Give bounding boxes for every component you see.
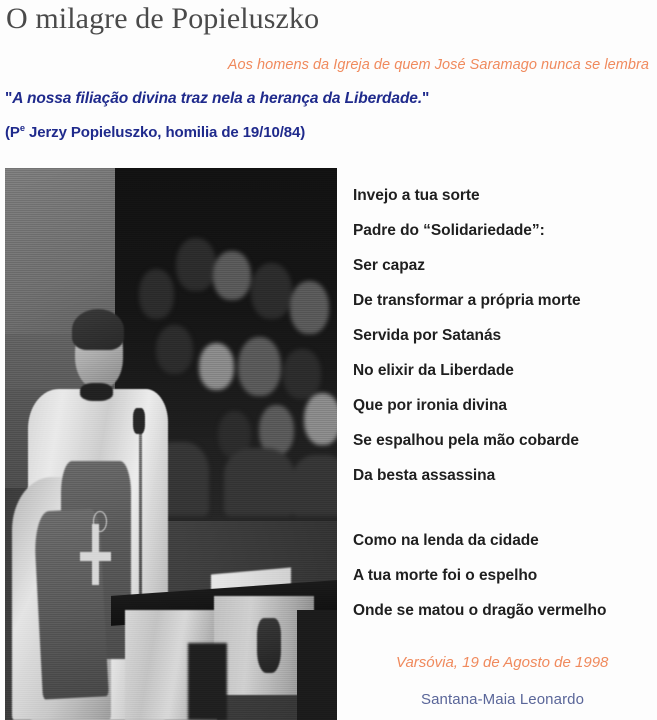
poem-line: Ser capaz xyxy=(353,257,425,274)
attribution-prefix: (P xyxy=(5,124,20,141)
poem-line: De transformar a própria morte xyxy=(353,292,581,309)
poem-line: Onde se matou o dragão vermelho xyxy=(353,602,607,619)
poem-line: A tua morte foi o espelho xyxy=(353,567,538,584)
epigraph-attribution xyxy=(5,124,305,141)
poem-stanza-break xyxy=(353,493,653,523)
photo-grain-overlay xyxy=(5,168,337,720)
poem-line: Que por ironia divina xyxy=(353,397,507,414)
poem-line: Se espalhou pela mão cobarde xyxy=(353,432,580,449)
signature-place-date: Varsóvia, 19 de Agosto de 1998 xyxy=(396,654,609,671)
poem-line: Padre do “Solidariedade”: xyxy=(353,222,545,239)
photograph xyxy=(5,168,337,720)
photograph-image xyxy=(5,168,337,720)
poem-line: Como na lenda da cidade xyxy=(353,532,539,549)
poem-body xyxy=(353,178,653,628)
page-title: O milagre de Popieluszko xyxy=(6,2,320,35)
epigraph-quote xyxy=(5,90,429,108)
attribution-superscript: e xyxy=(19,123,25,133)
dedication-text: Aos homens da Igreja de quem José Saramago nunca se lembra xyxy=(227,57,649,73)
poem-line: No elixir da Liberdade xyxy=(353,362,514,379)
quote-open-mark: " xyxy=(5,90,13,107)
poem-line: Invejo a tua sorte xyxy=(353,187,480,204)
signature-author: Santana-Maia Leonardo xyxy=(421,691,585,708)
quote-close-mark: " xyxy=(422,90,430,107)
poem-line: Da besta assassina xyxy=(353,467,496,484)
poem-line: Servida por Satanás xyxy=(353,327,502,344)
attribution-rest: Jerzy Popieluszko, homilia de 19/10/84) xyxy=(24,124,306,141)
quote-body: A nossa filiação divina traz nela a herança da Liberdade. xyxy=(12,90,423,107)
